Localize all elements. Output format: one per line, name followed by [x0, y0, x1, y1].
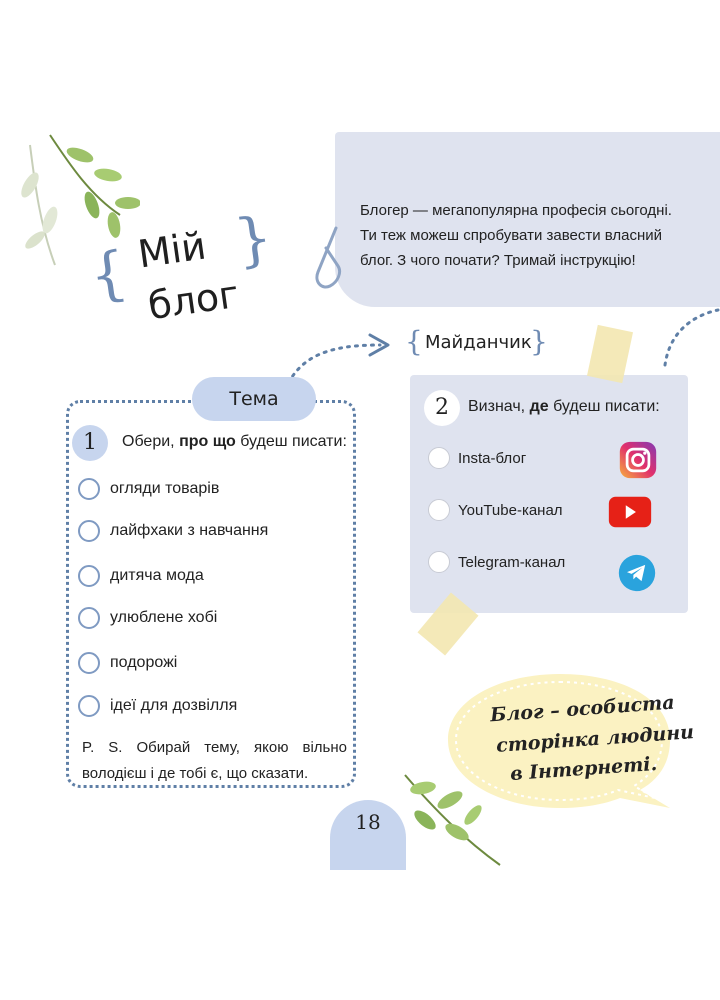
topic-instruction-suffix: будеш писати:	[240, 433, 347, 450]
leaf-branch-decoration-bottom	[395, 770, 505, 870]
topic-option-label: ідеї для дозвілля	[110, 697, 238, 714]
topic-option[interactable]	[78, 561, 204, 591]
instagram-icon	[616, 440, 660, 480]
topic-option-checkbox[interactable]	[78, 652, 100, 674]
page-number: 18	[355, 810, 381, 834]
speech-line-1: Блог – особиста	[489, 691, 676, 727]
speech-line-2: сторінка людини	[495, 721, 695, 757]
topic-option[interactable]	[78, 474, 219, 504]
step-number-2: 2	[424, 390, 460, 426]
topic-tab: Тема	[192, 377, 316, 421]
speech-line-3: в Інтернеті.	[509, 752, 658, 786]
platform-option[interactable]	[428, 547, 565, 577]
platform-option[interactable]	[428, 443, 526, 473]
topic-option[interactable]	[78, 516, 268, 546]
topic-option[interactable]	[78, 648, 177, 678]
paperclip-icon	[308, 220, 348, 300]
topic-option-checkbox[interactable]	[78, 520, 100, 542]
platform-option[interactable]	[428, 495, 563, 525]
platform-instruction-bold: де	[529, 398, 549, 415]
platform-instruction-prefix: Визнач,	[468, 398, 526, 415]
platform-option-checkbox[interactable]	[428, 499, 450, 521]
topic-option-checkbox[interactable]	[78, 695, 100, 717]
page-title-line1: Мій	[135, 223, 209, 277]
topic-option-label: лайфхаки з навчання	[110, 522, 269, 539]
platform-heading-brace-right: }	[530, 325, 548, 358]
platform-option-checkbox[interactable]	[428, 551, 450, 573]
platform-instruction-suffix: будеш писати:	[553, 398, 660, 415]
topic-dotted-frame	[66, 400, 356, 788]
topic-option-label: подорожі	[110, 654, 178, 671]
title-left-brace: {	[85, 237, 132, 311]
topic-ps-note: P. S. Обирай тему, якою вільно володієш і де тобі є, що сказати.	[82, 739, 347, 782]
platform-option-label: Insta-блог	[458, 449, 527, 467]
topic-option-checkbox[interactable]	[78, 565, 100, 587]
topic-option-label: огляди товарів	[110, 480, 220, 497]
topic-option[interactable]	[78, 603, 217, 633]
platform-heading-brace-left: {	[405, 325, 423, 358]
platform-option-checkbox[interactable]	[428, 447, 450, 469]
platform-heading: Майданчик	[425, 332, 532, 353]
topic-option-checkbox[interactable]	[78, 607, 100, 629]
step-number-1: 1	[72, 425, 108, 461]
telegram-icon	[615, 553, 659, 593]
topic-option[interactable]	[78, 691, 237, 721]
title-right-brace: }	[230, 202, 277, 276]
topic-option-label: улюблене хобі	[110, 609, 218, 626]
platform-option-label: Telegram-канал	[458, 553, 566, 571]
intro-text: Блогер — мегапопулярна професія сьогодні. Ти теж можеш спробувати завести власний блог. З чого почати? Тримай інструкцію!	[360, 202, 672, 269]
platform-instruction	[468, 398, 660, 416]
dotted-curve-right	[660, 300, 720, 370]
topic-instruction-bold: про що	[179, 433, 236, 450]
platform-option-label: YouTube-канал	[458, 501, 563, 519]
topic-instruction	[122, 433, 347, 451]
topic-instruction-prefix: Обери,	[122, 433, 175, 450]
topic-option-checkbox[interactable]	[78, 478, 100, 500]
page-title-line2: блог	[145, 271, 242, 329]
youtube-icon	[608, 492, 652, 532]
topic-option-label: дитяча мода	[110, 567, 204, 584]
